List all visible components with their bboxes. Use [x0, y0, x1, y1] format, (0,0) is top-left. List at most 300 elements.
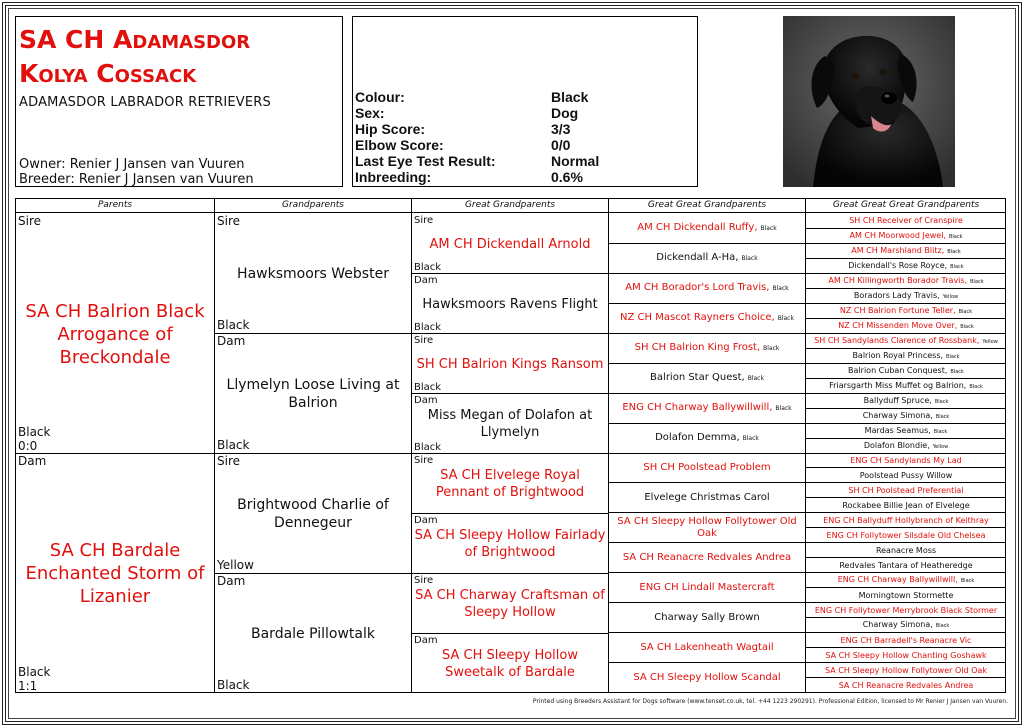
gg-grandparent-cell[interactable] — [609, 663, 805, 693]
gg-grandparent-cell[interactable] — [609, 603, 805, 633]
ggg-grandparent-cell[interactable] — [806, 304, 1006, 319]
ggg-grandparent-cell[interactable] — [806, 603, 1006, 618]
dog-name-text: Ballyduff Spruce, — [863, 395, 932, 405]
colour-label: Black — [958, 308, 973, 315]
gg-grandparent-cell[interactable] — [609, 214, 805, 244]
colour-label: Black — [960, 578, 975, 585]
colour-label: Black — [414, 442, 442, 453]
colour-label: Yellow — [932, 443, 949, 450]
name-wrap — [639, 582, 774, 594]
ggg-grandparent-cell[interactable] — [806, 663, 1006, 678]
ggg-grandparent-cell-name — [806, 424, 1006, 439]
info-value: Black — [551, 89, 589, 105]
name-wrap — [611, 516, 803, 540]
dog-name-text: SA CH Sleepy Hollow Scandal — [633, 672, 781, 684]
column-parents — [16, 199, 215, 693]
name-wrap — [644, 492, 769, 504]
name-wrap — [876, 546, 936, 556]
great-grandparent-cell[interactable] — [412, 514, 608, 574]
ggg-grandparent-cell[interactable] — [806, 558, 1006, 573]
gg-grandparent-cell-name — [609, 543, 805, 573]
dog-name-text: SA CH Sleepy Hollow Follytower Old Oak — [825, 665, 987, 675]
dog-name-text: ENG CH Follytower Merrybrook Black Stormer — [814, 605, 998, 615]
name-wrap — [650, 372, 764, 385]
ggg-grandparent-cell[interactable] — [806, 483, 1006, 498]
ggg-grandparent-cell[interactable] — [806, 648, 1006, 663]
name-wrap — [842, 501, 969, 511]
kennel-name: ADAMASDOR LABRADOR RETRIEVERS — [19, 95, 271, 110]
name-wrap — [848, 366, 964, 377]
dog-name-text: Poolstead Pussy Willow — [859, 470, 953, 480]
dog-name-text: ENG CH Sandylands My Lad — [850, 455, 962, 465]
ggg-grandparent-cell-name — [806, 468, 1006, 483]
name-wrap — [620, 312, 794, 325]
dog-name-text: Morningtown Stormette — [858, 590, 954, 600]
ggg-grandparent-cell-name — [806, 289, 1006, 304]
grandparent-cell[interactable] — [215, 574, 411, 693]
gg-grandparent-cell-name — [609, 483, 805, 513]
name-wrap — [849, 216, 963, 226]
name-wrap — [854, 291, 958, 302]
column-grandparents — [215, 199, 412, 693]
ggg-grandparent-cell[interactable] — [806, 498, 1006, 513]
ggg-grandparent-cell[interactable] — [806, 244, 1006, 259]
grandparent-cell[interactable] — [215, 214, 411, 334]
dog-name-text: Reanacre Moss — [875, 545, 937, 555]
name-wrap — [863, 411, 950, 422]
footer-credit: Printed using Breeders Assistant for Dogs software (www.tenset.co.uk, tel. +44 1223 290291). Professional Edition, licensed to Mr Renier J Jansen van Vuuren. — [532, 698, 1008, 705]
colour-label: Black — [933, 428, 948, 435]
name-wrap — [814, 336, 998, 347]
role-label: Dam — [217, 574, 246, 588]
parent-sire-name: SA CH Balrion Black Arrogance of Breckondale — [25, 300, 205, 368]
great-grandparent-name: SA CH Sleepy Hollow Fairlady of Brightwood — [414, 528, 606, 560]
great-grandparent-cell[interactable] — [412, 214, 608, 274]
colour-label: Black — [948, 233, 963, 240]
colour-label: Black — [760, 225, 777, 233]
gg-grandparent-cell-name — [609, 304, 805, 334]
dog-name-text: AM CH Marshland Blitz, — [851, 245, 945, 255]
ggg-grandparent-cell-name — [806, 214, 1006, 229]
gg-grandparent-cell-name — [609, 454, 805, 484]
gg-grandparent-cell[interactable] — [609, 454, 805, 484]
role-label: Sire — [414, 575, 434, 586]
gg-grandparent-cell[interactable] — [609, 364, 805, 394]
dog-name-text: ENG CH Charway Ballywillwill, — [622, 402, 773, 414]
dog-name-text: Redvales Tantara of Heatheredge — [839, 560, 973, 570]
gg-grandparent-cell-name — [609, 214, 805, 244]
gg-grandparent-cell-name — [609, 513, 805, 543]
name-wrap — [635, 342, 780, 355]
name-wrap — [850, 456, 961, 466]
colour-label: Black — [934, 398, 949, 405]
name-wrap — [839, 561, 972, 571]
name-wrap — [825, 666, 987, 676]
gg-grandparent-cell[interactable] — [609, 483, 805, 513]
parent-dam[interactable] — [16, 454, 214, 693]
ggg-grandparent-cell[interactable] — [806, 394, 1006, 409]
info-value: 0.6% — [551, 169, 583, 185]
parent-sire[interactable] — [16, 214, 214, 454]
name-wrap — [859, 591, 954, 601]
role-label: Sire — [414, 455, 434, 466]
great-grandparent-cell[interactable] — [412, 274, 608, 334]
name-wrap — [625, 282, 788, 295]
ggg-grandparent-cell-name — [806, 603, 1006, 618]
ggg-grandparent-cell[interactable] — [806, 618, 1006, 633]
dog-name-text: Charway Sally Brown — [654, 612, 760, 624]
dog-name-text: Rockabee Billie Jean of Elvelege — [842, 500, 970, 510]
colour-label: Black — [950, 368, 964, 375]
dog-name-text: Elvelege Christmas Carol — [644, 492, 770, 504]
gg-grandparent-cell[interactable] — [609, 304, 805, 334]
name-wrap — [655, 432, 759, 445]
colour-label: Black — [18, 665, 51, 679]
ggg-grandparent-cell-name — [806, 394, 1006, 409]
dog-name-line2: Kolya Cossack — [19, 59, 197, 88]
role-label: Dam — [414, 635, 438, 646]
info-value: 3/3 — [551, 121, 571, 137]
dog-name-text: NZ CH Missenden Move Over, — [838, 320, 958, 330]
name-wrap — [637, 222, 777, 235]
info-label: Hip Score: — [355, 121, 426, 137]
colour-label: Black — [18, 425, 51, 439]
dog-name-text: SH CH Poolstead Preferential — [848, 485, 964, 495]
ggg-grandparent-cell[interactable] — [806, 319, 1006, 334]
gg-grandparent-cell-name — [609, 424, 805, 454]
great-grandparent-name: SH CH Balrion Kings Ransom — [416, 356, 604, 372]
ggg-grandparent-cell[interactable] — [806, 678, 1006, 693]
colour-label: Black — [414, 322, 442, 333]
role-label: Sire — [414, 215, 434, 226]
colour-label: Black — [763, 345, 780, 353]
dog-name-text: AM CH Killingworth Borador Travis, — [828, 275, 968, 285]
grandparent-name: Brightwood Charlie of Dennegeur — [237, 497, 389, 531]
colour-label: Black — [777, 315, 794, 323]
dog-name-text: Balrion Cuban Conquest, — [848, 365, 948, 375]
ggg-grandparent-cell[interactable] — [806, 439, 1006, 454]
gg-grandparent-cell-name — [609, 334, 805, 364]
dog-name-text: SA CH Sleepy Hollow Follytower Old Oak — [617, 516, 797, 540]
gg-grandparent-cell-name — [609, 244, 805, 274]
score-label: 0:0 — [18, 439, 38, 453]
colour-label: Black — [747, 375, 764, 383]
colour-label: Black — [414, 262, 442, 273]
name-wrap — [863, 620, 950, 631]
name-wrap — [860, 471, 953, 481]
dam-label: Dam — [18, 454, 47, 468]
colour-label: Black — [741, 255, 758, 263]
ggg-grandparent-cell-name — [806, 274, 1006, 289]
name-wrap — [851, 246, 961, 257]
dog-name-text: Dolafon Blondie, — [863, 440, 930, 450]
dog-name-text: SA CH Sleepy Hollow Chanting Goshawk — [825, 650, 987, 660]
gg-grandparent-cell-name — [609, 394, 805, 424]
ggg-grandparent-cell[interactable] — [806, 454, 1006, 469]
dog-name-text: Dolafon Demma, — [655, 432, 740, 444]
name-wrap — [852, 351, 959, 362]
dog-name-text: NZ CH Balrion Fortune Teller, — [839, 305, 956, 315]
name-wrap — [656, 252, 757, 265]
ggg-grandparent-cell-name — [806, 319, 1006, 334]
colour-label: Black — [217, 438, 250, 452]
column-ggg-grandparents — [806, 199, 1006, 693]
colour-label: Black — [775, 405, 792, 413]
role-label: Dam — [414, 515, 438, 526]
ggg-grandparent-cell-name — [806, 409, 1006, 424]
info-label: Elbow Score: — [355, 137, 444, 153]
role-label: Dam — [414, 275, 438, 286]
role-label: Sire — [414, 335, 434, 346]
ggg-grandparent-cell[interactable] — [806, 573, 1006, 588]
owner-text: Owner: Renier J Jansen van Vuuren — [19, 157, 245, 172]
column-great-grandparents — [412, 199, 609, 693]
dog-name-text: ENG CH Charway Ballywillwill, — [837, 575, 958, 585]
gg-grandparent-cell-name — [609, 603, 805, 633]
name-wrap — [848, 261, 963, 272]
gg-grandparent-cell-name — [609, 274, 805, 304]
ggg-grandparent-cell[interactable] — [806, 214, 1006, 229]
ggg-grandparent-cell-name — [806, 618, 1006, 633]
dog-name — [19, 23, 339, 91]
grandparent-name: Bardale Pillowtalk — [251, 625, 375, 642]
ggg-grandparent-cell[interactable] — [806, 588, 1006, 603]
ggg-grandparent-cell[interactable] — [806, 424, 1006, 439]
role-label: Sire — [217, 214, 241, 228]
colour-label: Yellow — [217, 558, 254, 572]
dog-name-text: Friarsgarth Miss Muffet og Balrion, — [829, 380, 967, 390]
dog-name-text: Charway Simona, — [862, 620, 933, 630]
grandparent-name: Hawksmoors Webster — [237, 266, 389, 282]
gg-grandparent-cell-name — [609, 663, 805, 693]
ggg-grandparent-cell-name — [806, 663, 1006, 678]
ggg-grandparent-cell-name — [806, 379, 1006, 394]
dog-name-text: Dickendall's Rose Royce, — [848, 260, 948, 270]
dog-name-line1: SA CH Adamasdor — [19, 25, 251, 54]
great-grandparent-cell[interactable] — [412, 394, 608, 454]
dog-name-text: SA CH Lakenheath Wagtail — [640, 642, 774, 654]
colour-label: Black — [414, 382, 442, 393]
ggg-grandparent-cell-name — [806, 633, 1006, 648]
info-label: Colour: — [355, 89, 405, 105]
dog-name-text: SH CH Poolstead Problem — [643, 462, 771, 474]
ggg-grandparent-cell[interactable] — [806, 409, 1006, 424]
ggg-grandparent-cell-name — [806, 678, 1006, 693]
name-wrap — [840, 306, 972, 317]
dog-name-text: SH CH Balrion King Frost, — [634, 342, 761, 354]
dog-name-text: SH CH Receiver of Cranspire — [849, 216, 963, 226]
ggg-grandparent-cell[interactable] — [806, 633, 1006, 648]
ggg-grandparent-cell[interactable] — [806, 229, 1006, 244]
great-grandparent-name: SA CH Elvelege Royal Pennant of Brightwood — [435, 468, 585, 500]
great-grandparent-name: SA CH Charway Craftsman of Sleepy Hollow — [415, 588, 605, 620]
ggg-grandparent-cell[interactable] — [806, 513, 1006, 528]
dog-name-text: SA CH Reanacre Redvales Andrea — [838, 680, 974, 690]
name-wrap — [865, 426, 948, 437]
colour-label: Black — [217, 318, 250, 332]
info-label: Sex: — [355, 105, 385, 121]
dog-name-text: AM CH Borador's Lord Travis, — [625, 282, 770, 294]
name-wrap — [623, 552, 791, 564]
colour-label: Black — [950, 263, 964, 270]
ggg-grandparent-cell[interactable] — [806, 364, 1006, 379]
dog-name-text: Dickendall A-Ha, — [656, 252, 739, 264]
ggg-grandparent-cell-name — [806, 573, 1006, 588]
gg-grandparent-cell[interactable] — [609, 424, 805, 454]
name-wrap — [640, 642, 773, 654]
ggg-grandparent-cell-name — [806, 483, 1006, 498]
colour-label: Black — [217, 678, 250, 692]
gg-grandparent-cell-name — [609, 633, 805, 663]
ggg-grandparent-cell-name — [806, 648, 1006, 663]
dog-name-text: ENG CH Barradell's Reanacre Vic — [840, 635, 972, 645]
info-value: 0/0 — [551, 137, 571, 153]
info-value: Normal — [551, 153, 600, 169]
ggg-grandparent-cell[interactable] — [806, 379, 1006, 394]
dog-name-text: AM CH Dickendall Ruffy, — [637, 222, 758, 234]
ggg-grandparent-cell-name — [806, 498, 1006, 513]
ggg-grandparent-cell-name — [806, 244, 1006, 259]
dog-name-text: Charway Simona, — [862, 410, 933, 420]
parent-dam-name: SA CH Bardale Enchanted Storm of Lizanier — [25, 540, 205, 607]
ggg-grandparent-cell-name — [806, 259, 1006, 274]
great-grandparent-name: AM CH Dickendall Arnold — [429, 236, 591, 252]
dog-name-text: AM CH Moorwood Jewel, — [849, 230, 946, 240]
colour-label: Black — [970, 278, 984, 285]
name-wrap — [823, 516, 989, 526]
name-wrap — [827, 531, 986, 541]
column-header-parents: Parents — [16, 199, 214, 213]
name-wrap — [825, 651, 986, 661]
info-value: Dog — [551, 105, 579, 121]
great-grandparent-name: Miss Megan of Dolafon at Llymelyn — [427, 408, 593, 440]
gg-grandparent-cell[interactable] — [609, 633, 805, 663]
ggg-grandparent-cell-name — [806, 588, 1006, 603]
ggg-grandparent-cell-name — [806, 528, 1006, 543]
name-wrap — [838, 321, 974, 332]
ggg-grandparent-cell[interactable] — [806, 274, 1006, 289]
name-wrap — [815, 606, 997, 616]
dog-name-text: ENG CH Follytower Silsdale Old Chelsea — [826, 530, 986, 540]
ggg-grandparent-cell-name — [806, 543, 1006, 558]
column-header-grandparents: Grandparents — [215, 199, 411, 213]
ggg-grandparent-cell-name — [806, 439, 1006, 454]
gg-grandparent-cell-name — [609, 573, 805, 603]
column-gg-grandparents — [609, 199, 806, 693]
dog-name-text: NZ CH Mascot Rayners Choice, — [620, 312, 775, 324]
breeder-text: Breeder: Renier J Jansen van Vuuren — [19, 172, 254, 187]
ggg-grandparent-cell-name — [806, 349, 1006, 364]
gg-grandparent-cell[interactable] — [609, 573, 805, 603]
info-label: Inbreeding: — [355, 169, 432, 185]
gg-grandparent-cell-name — [609, 364, 805, 394]
colour-label: Black — [947, 248, 961, 255]
role-label: Dam — [414, 395, 438, 406]
name-wrap — [633, 672, 780, 684]
great-grandparent-name: Hawksmoors Ravens Flight — [422, 296, 598, 312]
column-header-gg-grandparents: Great Great Grandparents — [609, 199, 805, 213]
dog-photo — [783, 16, 955, 187]
name-wrap — [643, 462, 770, 474]
ggg-grandparent-cell-name — [806, 454, 1006, 469]
name-wrap — [864, 396, 949, 407]
colour-label: Black — [960, 323, 974, 330]
score-label: 1:1 — [18, 679, 38, 693]
gg-grandparent-cell[interactable] — [609, 334, 805, 364]
ggg-grandparent-cell[interactable] — [806, 259, 1006, 274]
ggg-grandparent-cell-name — [806, 558, 1006, 573]
role-label: Dam — [217, 334, 246, 348]
ggg-grandparent-cell-name — [806, 229, 1006, 244]
gg-grandparent-cell[interactable] — [609, 543, 805, 573]
gg-grandparent-cell[interactable] — [609, 394, 805, 424]
dog-header — [15, 16, 343, 187]
colour-label: Black — [969, 383, 983, 390]
pedigree-table — [15, 198, 1006, 693]
great-grandparent-cell[interactable] — [412, 334, 608, 394]
name-wrap — [839, 681, 974, 691]
ggg-grandparent-cell-name — [806, 334, 1006, 349]
name-wrap — [848, 486, 963, 496]
dog-name-text: ENG CH Lindall Mastercraft — [639, 582, 775, 594]
ggg-grandparent-cell[interactable] — [806, 543, 1006, 558]
name-wrap — [654, 612, 759, 624]
dog-name-text: Boradors Lady Travis, — [853, 290, 940, 300]
ggg-grandparent-cell-name — [806, 304, 1006, 319]
name-wrap — [849, 231, 962, 242]
ggg-grandparent-cell[interactable] — [806, 349, 1006, 364]
great-grandparent-cell[interactable] — [412, 574, 608, 634]
grandparent-cell[interactable] — [215, 334, 411, 454]
gg-grandparent-cell[interactable] — [609, 513, 805, 543]
colour-label: Black — [946, 353, 960, 360]
great-grandparent-name: SA CH Sleepy Hollow Sweetalk of Bardale — [442, 647, 578, 680]
colour-label: Black — [772, 285, 789, 293]
colour-label: Black — [935, 623, 950, 630]
great-grandparent-cell[interactable] — [412, 634, 608, 693]
colour-label: Black — [935, 413, 950, 420]
name-wrap — [622, 402, 791, 415]
dog-name-text: SH CH Sandylands Clarence of Rossbank, — [814, 335, 980, 345]
ggg-grandparent-cell[interactable] — [806, 468, 1006, 483]
sire-label: Sire — [18, 214, 42, 228]
name-wrap — [864, 441, 948, 452]
dog-name-text: Balrion Royal Princess, — [852, 350, 944, 360]
dog-name-text: Balrion Star Quest, — [650, 372, 745, 384]
ggg-grandparent-cell[interactable] — [806, 528, 1006, 543]
dog-name-text: ENG CH Ballyduff Hollybranch of Keithray — [823, 515, 989, 525]
labrador-photo-icon — [783, 16, 955, 187]
ggg-grandparent-cell[interactable] — [806, 289, 1006, 304]
role-label: Sire — [217, 454, 241, 468]
colour-label: Yellow — [982, 338, 998, 345]
info-label: Last Eye Test Result: — [355, 153, 496, 169]
name-wrap — [828, 276, 983, 287]
name-wrap — [838, 575, 975, 586]
gg-grandparent-cell[interactable] — [609, 244, 805, 274]
dog-info-panel — [352, 16, 698, 187]
ggg-grandparent-cell[interactable] — [806, 334, 1006, 349]
grandparent-name: Llymelyn Loose Living at Balrion — [226, 377, 400, 411]
ggg-grandparent-cell-name — [806, 513, 1006, 528]
name-wrap — [841, 636, 972, 646]
gg-grandparent-cell[interactable] — [609, 274, 805, 304]
dog-name-text: Mardas Seamus, — [864, 425, 931, 435]
colour-label: Black — [742, 435, 759, 443]
great-grandparent-cell[interactable] — [412, 454, 608, 514]
grandparent-cell[interactable] — [215, 454, 411, 574]
dog-name-text: SA CH Reanacre Redvales Andrea — [622, 552, 792, 564]
